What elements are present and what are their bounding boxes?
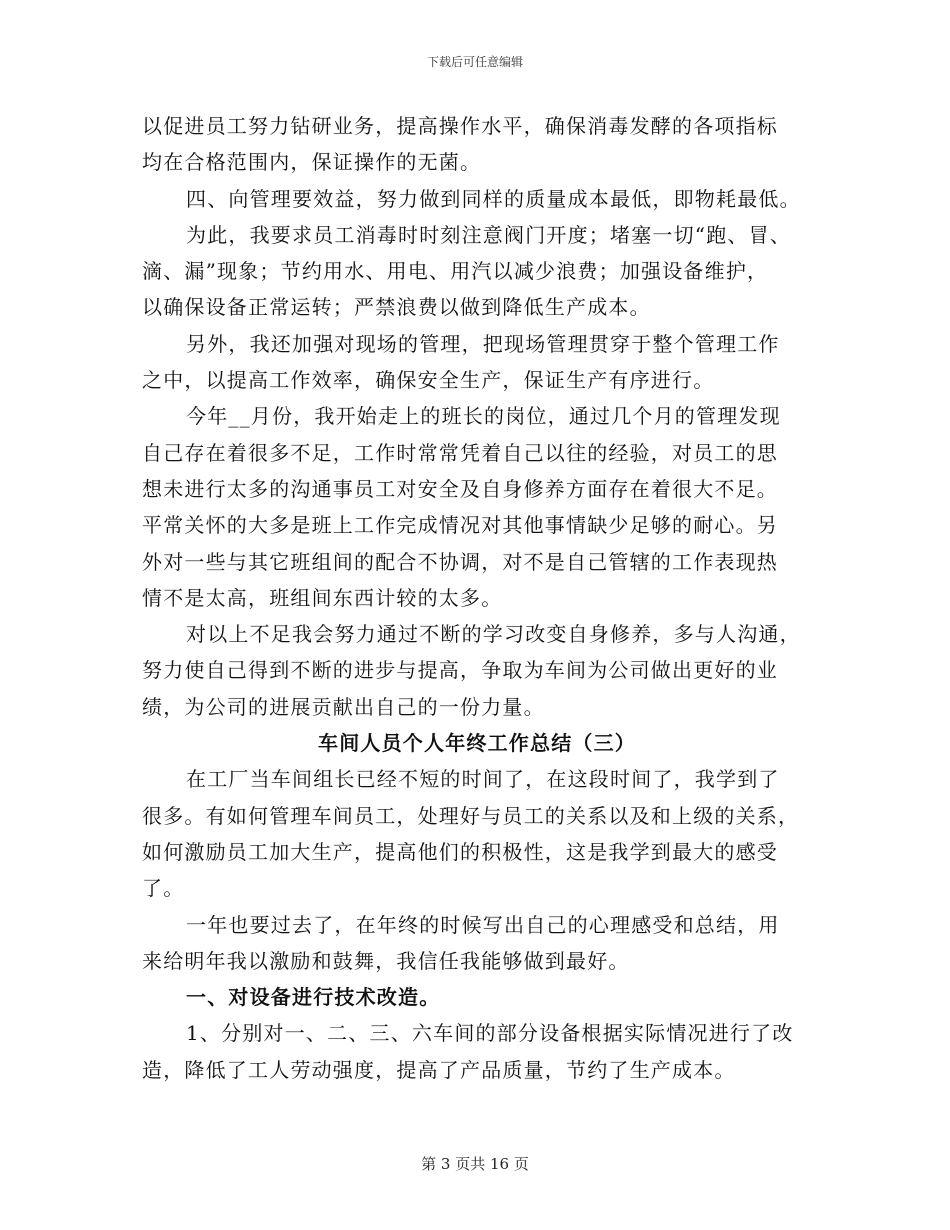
document-body — [142, 108, 812, 1088]
body-line: 以促进员工努力钻研业务，提高操作水平，确保消毒发酵的各项指标 — [142, 114, 778, 138]
body-line: 四、向管理要效益，努力做到同样的质量成本最低，即物耗最低。 — [186, 186, 801, 211]
body-line: 努力使自己得到不断的进步与提高，争取为车间为公司做出更好的业 — [142, 658, 778, 683]
body-line: 滴、漏”现象；节约用水、用电、用汽以减少浪费；加强设备维护， — [142, 259, 769, 284]
body-line: 情不是太高，班组间东西计较的太多。 — [142, 585, 503, 610]
body-line: 1、分别对一、二、三、六车间的部分设备根据实际情况进行了改 — [186, 1021, 794, 1046]
body-line: 很多。有如何管理车间员工，处理好与员工的关系以及和上级的关系， — [142, 803, 800, 828]
body-line: 平常关怀的大多是班上工作完成情况对其他事情缺少足够的耐心。另 — [142, 513, 778, 538]
body-line: 如何激励员工加大生产，提高他们的积极性，这是我学到最大的感受 — [142, 839, 778, 864]
body-line: 造，降低了工人劳动强度，提高了产品质量，节约了生产成本。 — [142, 1057, 736, 1082]
body-line: 对以上不足我会努力通过不断的学习改变自身修养，多与人沟通， — [186, 622, 801, 647]
body-line: 绩，为公司的进展贡献出自己的一份力量。 — [142, 694, 545, 719]
body-line: 另外，我还加强对现场的管理，把现场管理贯穿于整个管理工作 — [186, 331, 780, 356]
body-line: 了。 — [142, 876, 185, 901]
body-line: 在工厂当车间组长已经不短的时间了，在这段时间了，我学到了 — [186, 767, 780, 792]
page-footer: 第 3 页共 16 页 — [421, 1155, 529, 1173]
body-line: 为此，我要求员工消毒时时刻注意阀门开度；堵塞一切“跑、冒、 — [186, 222, 792, 247]
body-line: 均在合格范围内，保证操作的无菌。 — [142, 150, 482, 175]
section-title: 车间人员个人年终工作总结（三） — [318, 731, 636, 756]
body-line: 外对一些与其它班组间的配合不协调，对不是自己管辖的工作表现热 — [142, 549, 778, 574]
body-line: 想未进行太多的沟通事员工对安全及自身修养方面存在着很大不足。 — [142, 476, 778, 501]
subsection-heading: 一、对设备进行技术改造。 — [186, 985, 441, 1010]
body-line: 今年__月份，我开始走上的班长的岗位，通过几个月的管理发现 — [186, 404, 781, 429]
body-line: 之中，以提高工作效率，确保安全生产，保证生产有序进行。 — [142, 368, 715, 393]
body-line: 来给明年我以激励和鼓舞，我信任我能够做到最好。 — [142, 948, 630, 973]
page-header: 下载后可任意编辑 — [426, 55, 523, 69]
body-line: 以确保设备正常运转；严禁浪费以做到降低生产成本。 — [142, 295, 651, 320]
body-line: 一年也要过去了，在年终的时候写出自己的心理感受和总结，用 — [186, 912, 780, 937]
body-line: 自己存在着很多不足，工作时常常凭着自己以往的经验，对员工的思 — [142, 440, 778, 465]
